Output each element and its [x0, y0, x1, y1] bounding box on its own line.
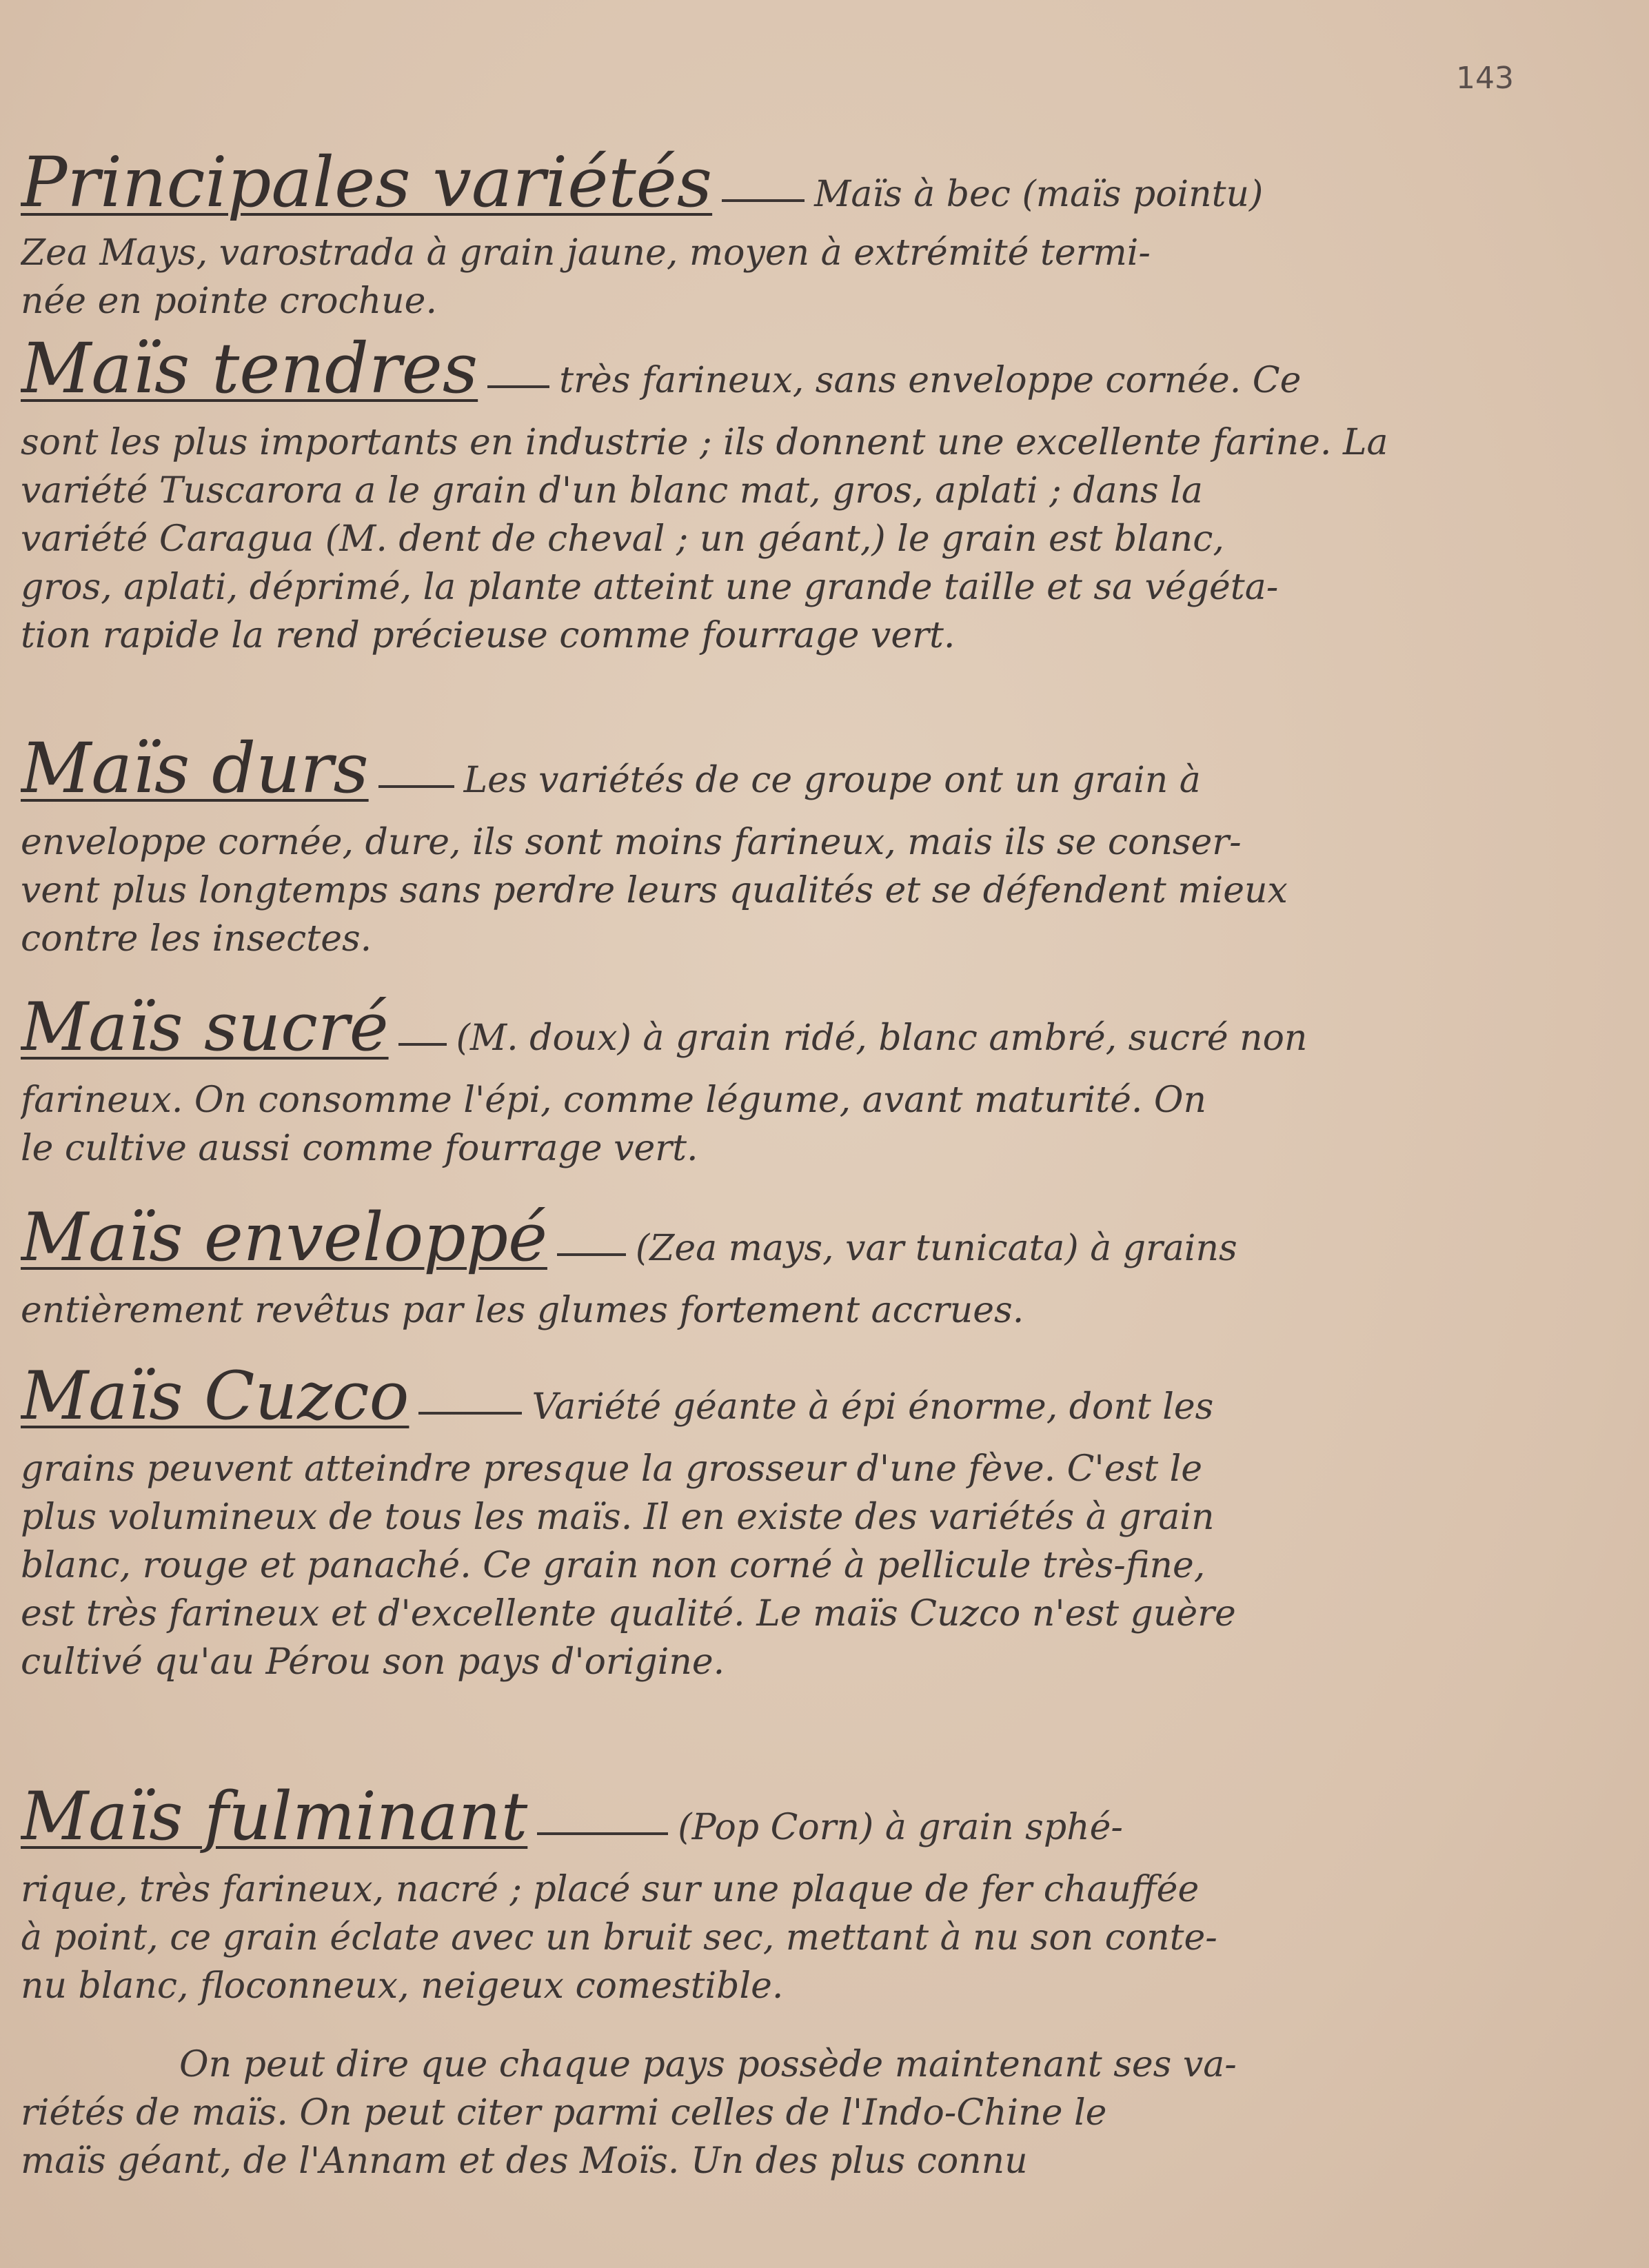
closing-paragraph: [21, 2041, 1537, 2185]
section-first-line: Variété géante à épi énorme, dont les: [532, 1386, 1214, 1428]
section-heading: Maïs durs: [21, 734, 369, 809]
section-line: variété Caragua (M. dent de cheval ; un géant,) le grain est blanc,: [21, 518, 1224, 560]
section-heading: Maïs sucré: [21, 993, 389, 1066]
closing-first-line: On peut dire que chaque pays possède maintenant ses va-: [179, 2044, 1237, 2085]
section-mais-cuzco: [21, 1361, 1537, 1686]
section-mais-durs: [21, 734, 1537, 963]
closing-line: maïs géant, de l'Annam et des Moïs. Un des plus connu: [21, 2140, 1028, 2182]
section-principales-varietes: [21, 148, 1537, 325]
section-mais-enveloppe: [21, 1203, 1537, 1335]
section-line: farineux. On consomme l'épi, comme légume, avant maturité. On: [21, 1080, 1207, 1121]
section-line: enveloppe cornée, dure, ils sont moins farineux, mais ils se conser-: [21, 822, 1242, 863]
section-heading: Maïs Cuzco: [21, 1361, 409, 1435]
section-line: à point, ce grain éclate avec un bruit sec, mettant à nu son conte-: [21, 1917, 1217, 1958]
section-line: vent plus longtemps sans perdre leurs qualités et se défendent mieux: [21, 870, 1288, 911]
section-line: variété Tuscarora a le grain d'un blanc mat, gros, aplati ; dans la: [21, 470, 1203, 512]
section-first-line: très farineux, sans enveloppe cornée. Ce: [559, 360, 1302, 401]
closing-line: riétés de maïs. On peut citer parmi celles de l'Indo-Chine le: [21, 2092, 1107, 2134]
section-first-line: Maïs à bec (maïs pointu): [814, 174, 1264, 215]
section-line: sont les plus importants en industrie ; ils donnent une excellente farine. La: [21, 422, 1388, 463]
section-heading: Principales variétés: [21, 148, 713, 223]
section-line: grains peuvent atteindre presque la grosseur d'une fève. C'est le: [21, 1448, 1203, 1490]
section-line: Zea Mays, varostrada à grain jaune, moyen à extrémité termi-: [21, 232, 1151, 274]
section-line: est très farineux et d'excellente qualité. Le maïs Cuzco n'est guère: [21, 1593, 1236, 1634]
section-line: blanc, rouge et panaché. Ce grain non corné à pellicule très-fine,: [21, 1545, 1206, 1586]
section-line: tion rapide la rend précieuse comme fourrage vert.: [21, 615, 955, 656]
section-mais-fulminant: [21, 1782, 1537, 2010]
section-line: plus volumineux de tous les maïs. Il en existe des variétés à grain: [21, 1497, 1215, 1538]
section-line: nu blanc, floconneux, neigeux comestible.: [21, 1965, 784, 2007]
section-heading: Maïs enveloppé: [21, 1203, 547, 1276]
section-line: le cultive aussi comme fourrage vert.: [21, 1128, 698, 1169]
page-number: 143: [1456, 61, 1514, 96]
section-heading: Maïs fulminant: [21, 1782, 528, 1855]
section-heading: Maïs tendres: [21, 334, 478, 409]
section-line: cultivé qu'au Pérou son pays d'origine.: [21, 1641, 725, 1683]
section-line: rique, très farineux, nacré ; placé sur une plaque de fer chauffée: [21, 1869, 1200, 1910]
section-first-line: (M. doux) à grain ridé, blanc ambré, sucré non: [456, 1017, 1308, 1059]
section-line: entièrement revêtus par les glumes fortement accrues.: [21, 1290, 1024, 1331]
section-line: contre les insectes.: [21, 918, 372, 960]
section-line: née en pointe crochue.: [21, 281, 437, 322]
section-first-line: (Pop Corn) à grain sphé-: [678, 1807, 1123, 1848]
section-mais-sucre: [21, 993, 1537, 1173]
section-first-line: Les variétés de ce groupe ont un grain à: [463, 760, 1201, 801]
section-line: gros, aplati, déprimé, la plante atteint une grande taille et sa végéta-: [21, 567, 1279, 608]
section-mais-tendres: [21, 334, 1537, 660]
section-first-line: (Zea mays, var tunicata) à grains: [635, 1228, 1237, 1269]
